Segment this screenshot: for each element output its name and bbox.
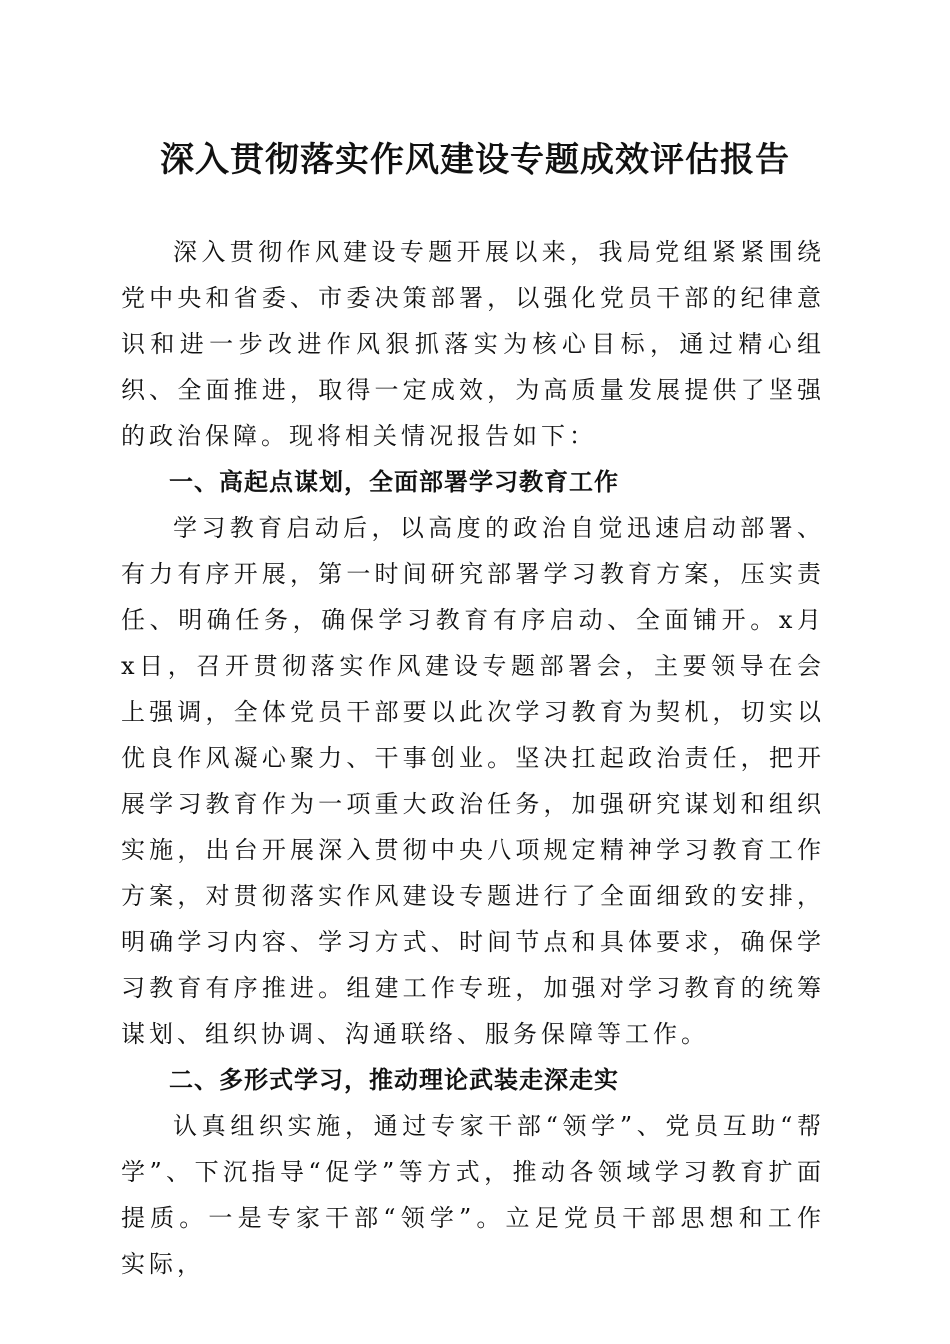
- intro-paragraph: 深入贯彻作风建设专题开展以来，我局党组紧紧围绕党中央和省委、市委决策部署，以强化党员干部的纪律意识和进一步改进作风狠抓落实为核心目标，通过精心组织、全面推进，取得一定成效，为高质量发展提供了坚强的政治保障。现将相关情况报告如下：: [121, 238, 825, 450]
- section-2-paragraph: 认真组织实施，通过专家干部“领学”、党员互助“帮学”、下沉指导“促学”等方式，推动各领域学习教育扩面提质。一是专家干部“领学”。立足党员干部思想和工作实际，: [121, 1112, 825, 1278]
- section-2-heading: 二、多形式学习，推动理论武装走深走实: [169, 1066, 619, 1094]
- section-1-paragraph: 学习教育启动后，以高度的政治自觉迅速启动部署、有力有序开展，第一时间研究部署学习教育方案，压实责任、明确任务，确保学习教育有序启动、全面铺开。x月x日，召开贯彻落实作风建设专题部署会，主要领导在会上强调，全体党员干部要以此次学习教育为契机，切实以优良作风凝心聚力、干事创业。坚决扛起政治责任，把开展学习教育作为一项重大政治任务，加强研究谋划和组织实施，出台开展深入贯彻中央八项规定精神学习教育工作方案，对贯彻落实作风建设专题进行了全面细致的安排，明确学习内容、学习方式、时间节点和具体要求，确保学习教育有序推进。组建工作专班，加强对学习教育的统筹谋划、组织协调、沟通联络、服务保障等工作。: [121, 514, 825, 1048]
- section-1-heading: 一、高起点谋划，全面部署学习教育工作: [169, 468, 619, 496]
- document-body: [121, 229, 825, 1287]
- document-title: 深入贯彻落实作风建设专题成效评估报告: [160, 140, 790, 180]
